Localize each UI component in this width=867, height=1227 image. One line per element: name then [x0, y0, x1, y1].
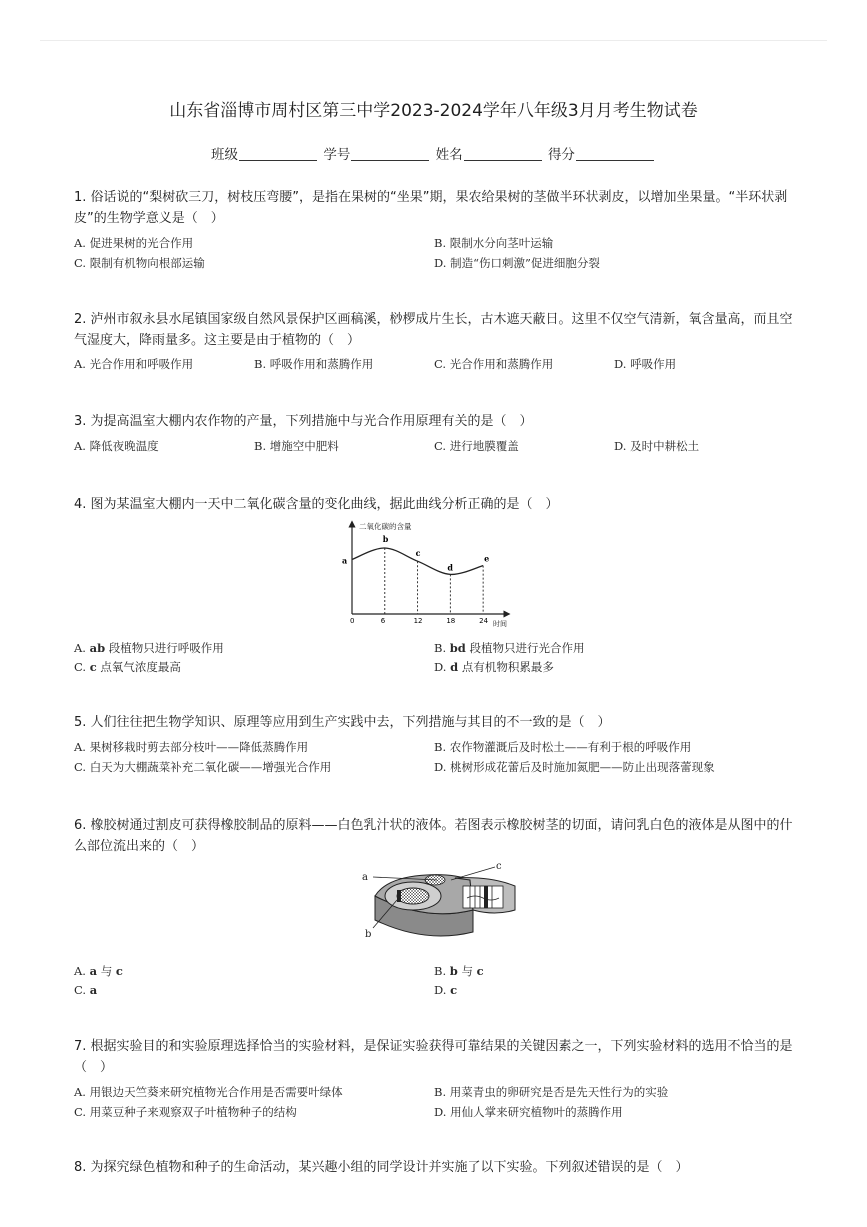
question-7	[74, 1036, 798, 1124]
point-label-e: e	[484, 553, 490, 564]
rubber-tree-stem-diagram	[355, 858, 525, 946]
option-c[interactable]: C. a	[74, 983, 98, 997]
question-4	[74, 494, 798, 515]
class-label: 班级	[211, 147, 239, 163]
name-blank[interactable]	[464, 146, 542, 161]
option-c[interactable]: C. 进行地膜覆盖	[434, 439, 519, 453]
option-b[interactable]: B. bd 段植物只进行光合作用	[434, 641, 585, 655]
question-stem: 8. 为探究绿色植物和种子的生命活动，某兴趣小组的同学设计并实施了以下实验。下列叙述错误的是（ ）	[74, 1160, 689, 1175]
option-d[interactable]: D. 及时中耕松土	[614, 439, 700, 453]
label-c: c	[496, 861, 502, 872]
question-6-options	[74, 963, 798, 1003]
option-c[interactable]: C. 用菜豆种子来观察双子叶植物种子的结构	[74, 1105, 297, 1119]
x-tick-label: 24	[479, 617, 489, 625]
x-tick-label: 18	[446, 617, 456, 625]
question-4-options	[74, 640, 798, 680]
question-1	[74, 187, 798, 275]
option-b[interactable]: B. 增施空中肥料	[254, 439, 339, 453]
option-c[interactable]: C. 白天为大棚蔬菜补充二氧化碳——增强光合作用	[74, 760, 332, 774]
option-a[interactable]: A. 光合作用和呼吸作用	[74, 357, 194, 371]
question-stem: 3. 为提高温室大棚内农作物的产量，下列措施中与光合作用原理有关的是（ ）	[74, 414, 533, 429]
option-d[interactable]: D. 呼吸作用	[614, 357, 677, 371]
x-tick-label: 12	[413, 617, 423, 625]
question-stem: 2. 泸州市叙永县水尾镇国家级自然风景保护区画稿溪，桫椤成片生长，古木遮天蔽日。这里不仅空气清新，氧含量高，而且空气湿度大，降雨量多。这主要是由于植物的（ ）	[74, 312, 793, 348]
option-a[interactable]: A. ab 段植物只进行呼吸作用	[74, 641, 224, 655]
question-8	[74, 1157, 798, 1178]
question-3	[74, 411, 798, 458]
option-d[interactable]: D. c	[434, 983, 458, 997]
question-stem: 4. 图为某温室大棚内一天中二氧化碳含量的变化曲线，据此曲线分析正确的是（ ）	[74, 497, 559, 512]
option-d[interactable]: D. d 点有机物积累最多	[434, 660, 554, 674]
question-2	[74, 309, 798, 376]
option-a[interactable]: A. 降低夜晚温度	[74, 439, 159, 453]
question-stem: 7. 根据实验目的和实验原理选择恰当的实验材料，是保证实验获得可靠结果的关键因素之一，下列实验材料的选用不恰当的是（ ）	[74, 1039, 793, 1075]
name-label: 姓名	[435, 147, 463, 163]
option-a[interactable]: A. 促进果树的光合作用	[74, 236, 194, 250]
question-stem: 6. 橡胶树通过割皮可获得橡胶制品的原料——白色乳汁状的液体。若图表示橡胶树茎的切面，请问乳白色的液体是从图中的什么部位流出来的（ ）	[74, 818, 793, 854]
option-c[interactable]: C. c 点氧气浓度最高	[74, 660, 181, 674]
label-b: b	[365, 929, 372, 940]
option-c[interactable]: C. 限制有机物向根部运输	[74, 256, 205, 270]
option-d[interactable]: D. 桃树形成花蕾后及时施加氮肥——防止出现落蕾现象	[434, 760, 715, 774]
score-label: 得分	[547, 147, 575, 163]
question-stem: 1. 俗话说的“梨树砍三刀，树枝压弯腰”，是指在果树的“坐果”期，果农给果树的茎做半环状剥皮，以增加坐果量。“半环状剥皮”的生物学意义是（ ）	[74, 190, 788, 226]
x-tick-label: 6	[380, 617, 386, 625]
option-b[interactable]: B. 用菜青虫的卵研究是否是先天性行为的实验	[434, 1085, 669, 1099]
x-axis-label: 时间	[493, 620, 507, 628]
option-a[interactable]: A. 用银边天竺葵来研究植物光合作用是否需要叶绿体	[74, 1085, 343, 1099]
option-a[interactable]: A. a 与 c	[74, 964, 123, 978]
option-b[interactable]: B. 呼吸作用和蒸腾作用	[254, 357, 374, 371]
label-a: a	[362, 872, 368, 883]
option-d[interactable]: D. 用仙人掌来研究植物叶的蒸腾作用	[434, 1105, 623, 1119]
page-title: 山东省淄博市周村区第三中学2023-2024学年八年级3月月考生物试卷	[169, 101, 698, 121]
point-label-a: a	[342, 555, 348, 566]
number-label: 学号	[323, 147, 351, 163]
x-tick-label: 0	[350, 617, 355, 625]
student-info-line	[0, 143, 867, 163]
question-stem: 5. 人们往往把生物学知识、原理等应用到生产实践中去，下列措施与其目的不一致的是（ ）	[74, 715, 611, 730]
question-6	[74, 815, 798, 857]
option-b[interactable]: B. 农作物灌溉后及时松土——有利于根的呼吸作用	[434, 740, 692, 754]
option-a[interactable]: A. 果树移栽时剪去部分枝叶——降低蒸腾作用	[74, 740, 309, 754]
option-b[interactable]: B. 限制水分向茎叶运输	[434, 236, 554, 250]
class-blank[interactable]	[239, 146, 317, 161]
y-axis-label: 二氧化碳的含量	[359, 522, 412, 531]
score-blank[interactable]	[576, 146, 654, 161]
option-c[interactable]: C. 光合作用和蒸腾作用	[434, 357, 554, 371]
number-blank[interactable]	[351, 146, 429, 161]
option-b[interactable]: B. b 与 c	[434, 964, 484, 978]
option-d[interactable]: D. 制造“伤口刺激”促进细胞分裂	[434, 256, 600, 270]
point-label-c: c	[415, 548, 421, 559]
point-label-d: d	[447, 562, 453, 573]
co2-curve-chart	[335, 518, 515, 630]
question-5	[74, 712, 798, 779]
top-rule	[40, 40, 827, 41]
point-label-b: b	[382, 534, 389, 544]
